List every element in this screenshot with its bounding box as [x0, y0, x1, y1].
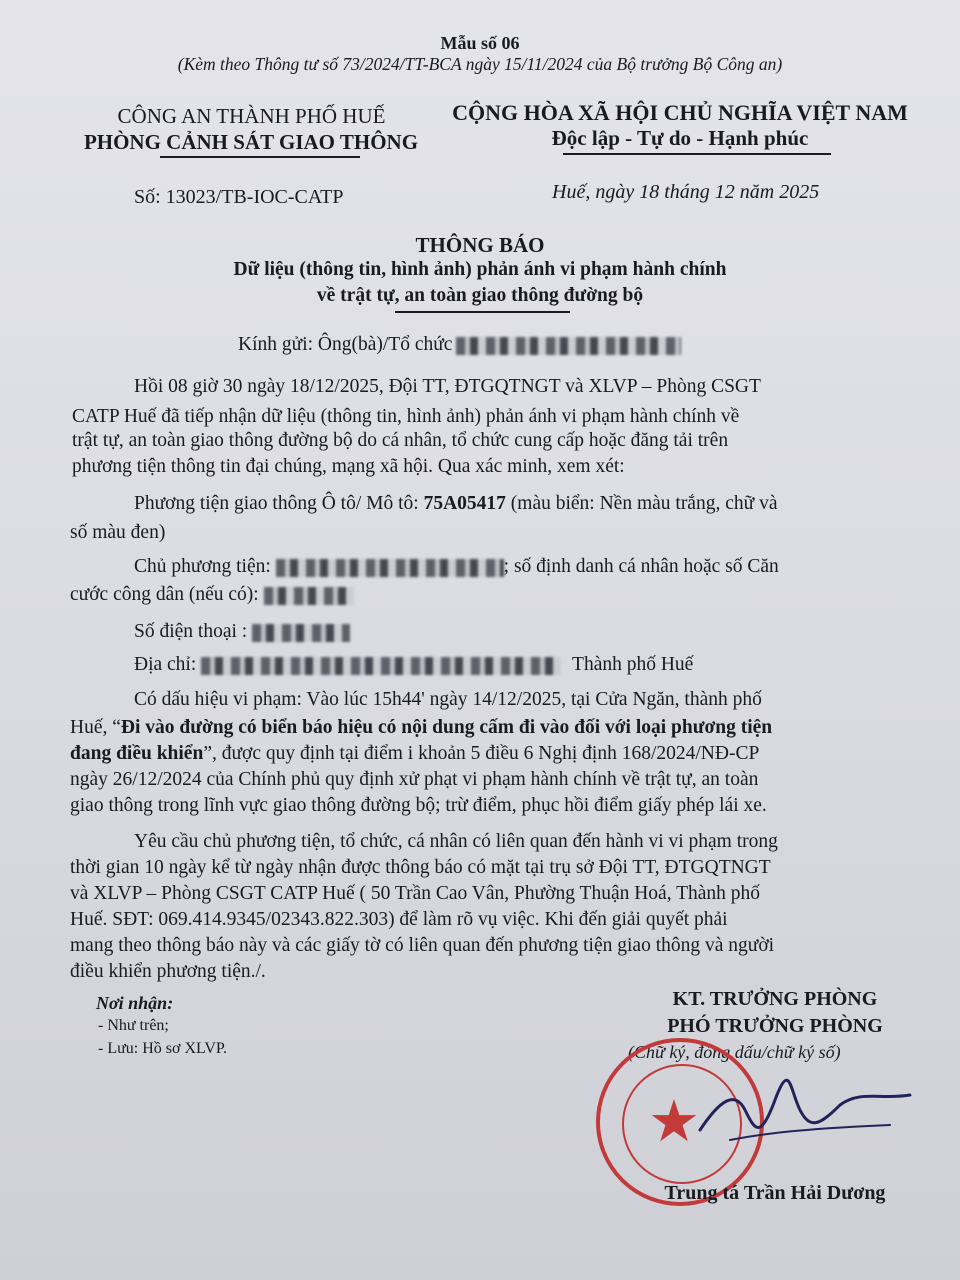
redacted-recipient — [456, 337, 681, 355]
owner-line — [134, 552, 779, 582]
form-number: Mẫu số 06 — [440, 33, 520, 53]
vehicle-plate: 75A05417 — [423, 493, 506, 514]
issuer-line1: CÔNG AN THÀNH PHỐ HUẾ — [117, 104, 386, 128]
seal-star-icon: ★ — [648, 1089, 700, 1154]
nation-underline — [563, 153, 831, 155]
request-line3: và XLVP – Phòng CSGT CATP Huế ( 50 Trần Cao Vân, Phường Thuận Hoá, Thành phố — [70, 883, 761, 904]
vehicle-label: Phương tiện giao thông Ô tô/ Mô tô: — [134, 493, 424, 514]
para1-line3: trật tự, an toàn giao thông đường bộ do cá nhân, tổ chức cung cấp hoặc đăng tải trên — [72, 430, 729, 451]
para1-line1: Hồi 08 giờ 30 ngày 18/12/2025, Đội TT, ĐTGQTNGT và XLVP – Phòng CSGT — [134, 376, 761, 397]
reference-number: Số: 13023/TB-IOC-CATP — [134, 186, 344, 208]
request-line4: Huế. SĐT: 069.414.9345/02343.822.303) để làm rõ vụ việc. Khi đến giải quyết phải — [70, 909, 728, 930]
redacted-phone — [252, 624, 350, 642]
address-city: Thành phố Huế — [572, 654, 694, 675]
vehicle-plate-desc: (màu biển: Nền màu trắng, chữ và — [505, 493, 778, 514]
place-date: Huế, ngày 18 tháng 12 năm 2025 — [552, 181, 820, 203]
signature-title-2: PHÓ TRƯỞNG PHÒNG — [667, 1015, 883, 1037]
recipients-label: Nơi nhận: — [96, 993, 174, 1013]
request-line2: thời gian 10 ngày kể từ ngày nhận được thông báo có mặt tại trụ sở Đội TT, ĐTGQTNGT — [70, 857, 771, 878]
recipient-label: Kính gửi: Ông(bà)/Tổ chức — [238, 334, 453, 355]
owner-id-text: ; số định danh cá nhân hoặc số Căn — [503, 556, 779, 577]
nation-line1: CỘNG HÒA XÃ HỘI CHỦ NGHĨA VIỆT NAM — [452, 100, 908, 125]
redacted-address — [201, 657, 561, 675]
request-line5: mang theo thông báo này và các giấy tờ có liên quan đến phương tiện giao thông và người — [70, 935, 775, 956]
signature-note: (Chữ ký, đóng dấu/chữ ký số) — [628, 1042, 841, 1062]
owner-id-label: cước công dân (nếu có): — [70, 584, 264, 605]
form-attachment: (Kèm theo Thông tư số 73/2024/TT-BCA ngày 15/11/2024 của Bộ trưởng Bộ Công an) — [177, 54, 783, 74]
address-label: Địa chỉ: — [134, 654, 202, 675]
document-title: THÔNG BÁO — [415, 233, 545, 257]
phone-line — [134, 617, 350, 647]
signature-title-1: KT. TRƯỞNG PHÒNG — [672, 988, 878, 1010]
issuer-underline — [160, 156, 360, 158]
vehicle-plate-desc-2: số màu đen) — [70, 522, 166, 543]
address-line — [134, 650, 693, 680]
owner-label: Chủ phương tiện: — [134, 556, 276, 577]
nation-line2: Độc lập - Tự do - Hạnh phúc — [551, 126, 809, 150]
violation-desc-2: đang điều khiển — [70, 743, 204, 764]
request-line6: điều khiển phương tiện./. — [70, 961, 266, 982]
handwritten-signature — [690, 1070, 920, 1150]
violation-line1: Có dấu hiệu vi phạm: Vào lúc 15h44' ngày 14/12/2025, tại Cửa Ngăn, thành phố — [134, 689, 762, 710]
redacted-id — [264, 587, 354, 605]
signer-name: Trung tá Trần Hải Dương — [664, 1182, 886, 1204]
violation-legal: ”, được quy định tại điểm i khoản 5 điều 6 Nghị định 168/2024/NĐ-CP — [203, 743, 760, 764]
recipients-item-2: - Lưu: Hồ sơ XLVP. — [98, 1040, 227, 1057]
violation-line4: ngày 26/12/2024 của Chính phủ quy định xử phạt vi phạm hành chính về trật tự, an toàn — [70, 769, 759, 790]
request-line1: Yêu cầu chủ phương tiện, tổ chức, cá nhân có liên quan đến hành vi vi phạm trong — [134, 831, 778, 852]
issuer-line2: PHÒNG CẢNH SÁT GIAO THÔNG — [83, 130, 419, 154]
phone-label: Số điện thoại : — [134, 621, 253, 642]
para1-line2: CATP Huế đã tiếp nhận dữ liệu (thông tin, hình ảnh) phản ánh vi phạm hành chính về — [72, 406, 740, 427]
recipient-line — [238, 330, 681, 360]
violation-line5: giao thông trong lĩnh vực giao thông đường bộ; trừ điểm, phục hồi điểm giấy phép lái xe. — [70, 795, 767, 816]
violation-desc-1: Đi vào đường có biển báo hiệu có nội dung cấm đi vào đối với loại phương tiện — [120, 717, 773, 738]
para1-line4: phương tiện thông tin đại chúng, mạng xã hội. Qua xác minh, xem xét: — [72, 456, 625, 477]
document-subtitle-1: Dữ liệu (thông tin, hình ảnh) phản ánh vi phạm hành chính — [233, 259, 727, 280]
recipients-item-1: - Như trên; — [98, 1017, 169, 1034]
owner-id-line — [70, 580, 354, 610]
redacted-owner — [276, 559, 504, 577]
title-underline — [395, 311, 570, 313]
vehicle-line — [134, 489, 777, 519]
violation-prefix: Huế, “ — [70, 717, 121, 738]
document-subtitle-2: về trật tự, an toàn giao thông đường bộ — [316, 285, 644, 306]
